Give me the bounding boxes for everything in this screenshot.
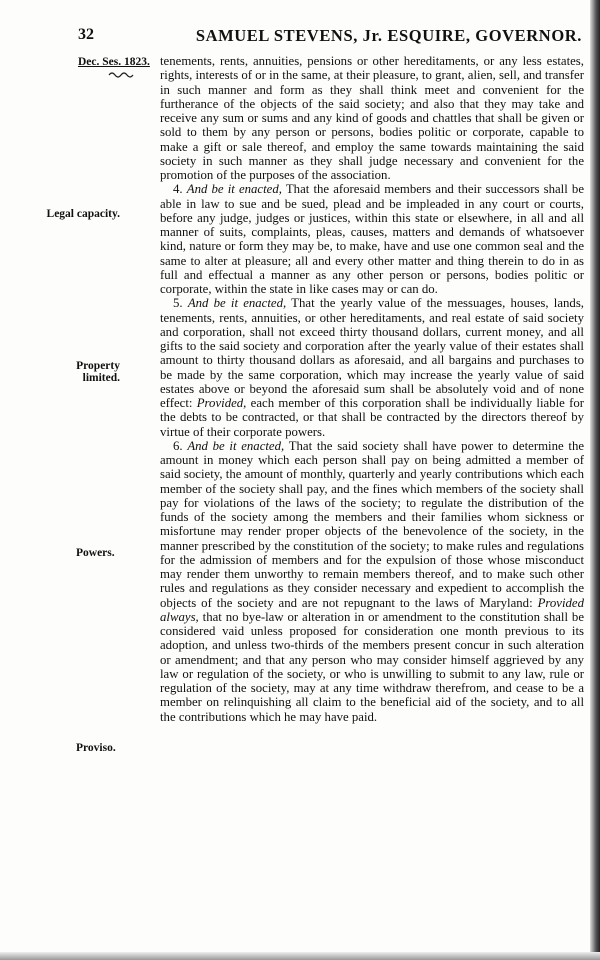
section-6-provided: Provided always, [160,595,584,624]
page-header [78,26,582,46]
section-4-number: 4. [173,182,183,197]
margin-note-property-limited: Property limited. [76,360,120,384]
section-5-text-b: each member of this corporation shall be individually liable for the debts to be contracted, or that shall be contracted by the directors thereof by virtue of their corporate powers. [160,396,585,439]
page-number: 32 [78,26,94,43]
page-edge-shadow [590,0,600,960]
intro-text: tenements, rents, annuities, pensions or other hereditaments, or any less estates, rights, interests of or in the same, at their pleasure, to grant, alien, sell, and transfer in such manner and form as they shall think meet and convenient for the furtherance of the objects of the said society; and also that they may take and receive any sum or sums and any kind of goods and chattles that shall be given or sold to them by any person or persons, bodies politic or corporate, capable to make a gift or sale thereof, and employ the same towards maintaining the said society in such manner as they shall judge necessary and convenient for the promotion of the purposes of the association. [160,54,584,182]
running-head: SAMUEL STEVENS, Jr. ESQUIRE, GOVERNOR. [195,26,582,45]
paragraph-section-5 [160,296,584,439]
paragraph-intro [160,54,584,182]
section-4-text: That the aforesaid members and their successors shall be able in law to sue and be sued, plead and be impleaded in any court or courts, before any judge, judges or justices, within this state or elsewhere, in all and all manner of suits, complaints, pleas, causes, matters and demands of whatsoever kind, nature or form they may be, to make, have and use one common seal and the same to alter at pleasure; all and every other matter and thing therein to do in as full and effectual a manner as any other person or persons, bodies politic or corporate, within the state in like cases may or can do. [160,182,585,296]
paragraph-section-6 [160,439,584,724]
section-6-text-a: That the said society shall have power to determine the amount in money which each person shall pay on being admitted a member of said society, the amount of monthly, quarterly and yearly contributions which each member of the society shall pay, and the fines which members of the society shall pay for violations of the laws of the society; to regulate the distribution of the funds of the society among the members and their families whom sickness or misfortune may render proper objects of the benevolence of the society, in the manner prescribed by the constitution of the society; to make rules and regulations for the admission of members and for the expulsion of those whose misconduct may render them unworthy to remain members thereof, and to make such other rules and regulations as they consider necessary and expedient to accomplish the objects of the society and are not repugnant to the laws of Maryland: [160,438,585,610]
margin-session-date: Dec. Ses. 1823. [78,56,150,68]
section-5-text-a: That the yearly value of the messuages, houses, lands, tenements, rents, annuities, or other hereditaments, and real estate of said society and corporation, shall not exceed thirty thousand dollars, current money, and all gifts to the said society and corporation after the yearly value of their estates shall amount to thirty thousand dollars as aforesaid, and all bargains and purchases to be made by the same corporation, which may increase the yearly value of said estates above or beyond the aforesaid sum shall be absolutely void and of none effect: [160,296,584,410]
margin-note-legal-capacity: Legal capacity. [46,208,120,220]
section-5-provided: Provided, [196,396,247,410]
date-flourish-icon [108,71,136,79]
section-6-text-b: that no bye-law or alteration in or amendment to the constitution shall be considered vaid unless proposed for consideration one month previous to its adoption, and unless two-thirds of the members present concur in such alteration or amendment; and that any person who may consider himself aggrieved by any law or regulation of the society, or who is unwilling to submit to any law, rule or regulation of the society, may at any time withdraw therefrom, and cease to be a member on relinquishing all claim to the beneficial aid of the society, and to all the contributions which he may have paid. [160,609,584,724]
paragraph-section-4 [160,182,584,296]
page-bottom-edge [0,952,600,960]
section-4-enacting-clause: And be it enacted, [186,182,282,197]
section-5-enacting-clause: And be it enacted, [187,296,287,311]
margin-note-proviso: Proviso. [76,742,116,754]
section-6-number: 6. [173,438,183,453]
margin-note-powers: Powers. [76,547,115,559]
section-5-number: 5. [173,296,183,311]
body-text [160,54,584,724]
section-6-enacting-clause: And be it enacted, [187,438,285,453]
